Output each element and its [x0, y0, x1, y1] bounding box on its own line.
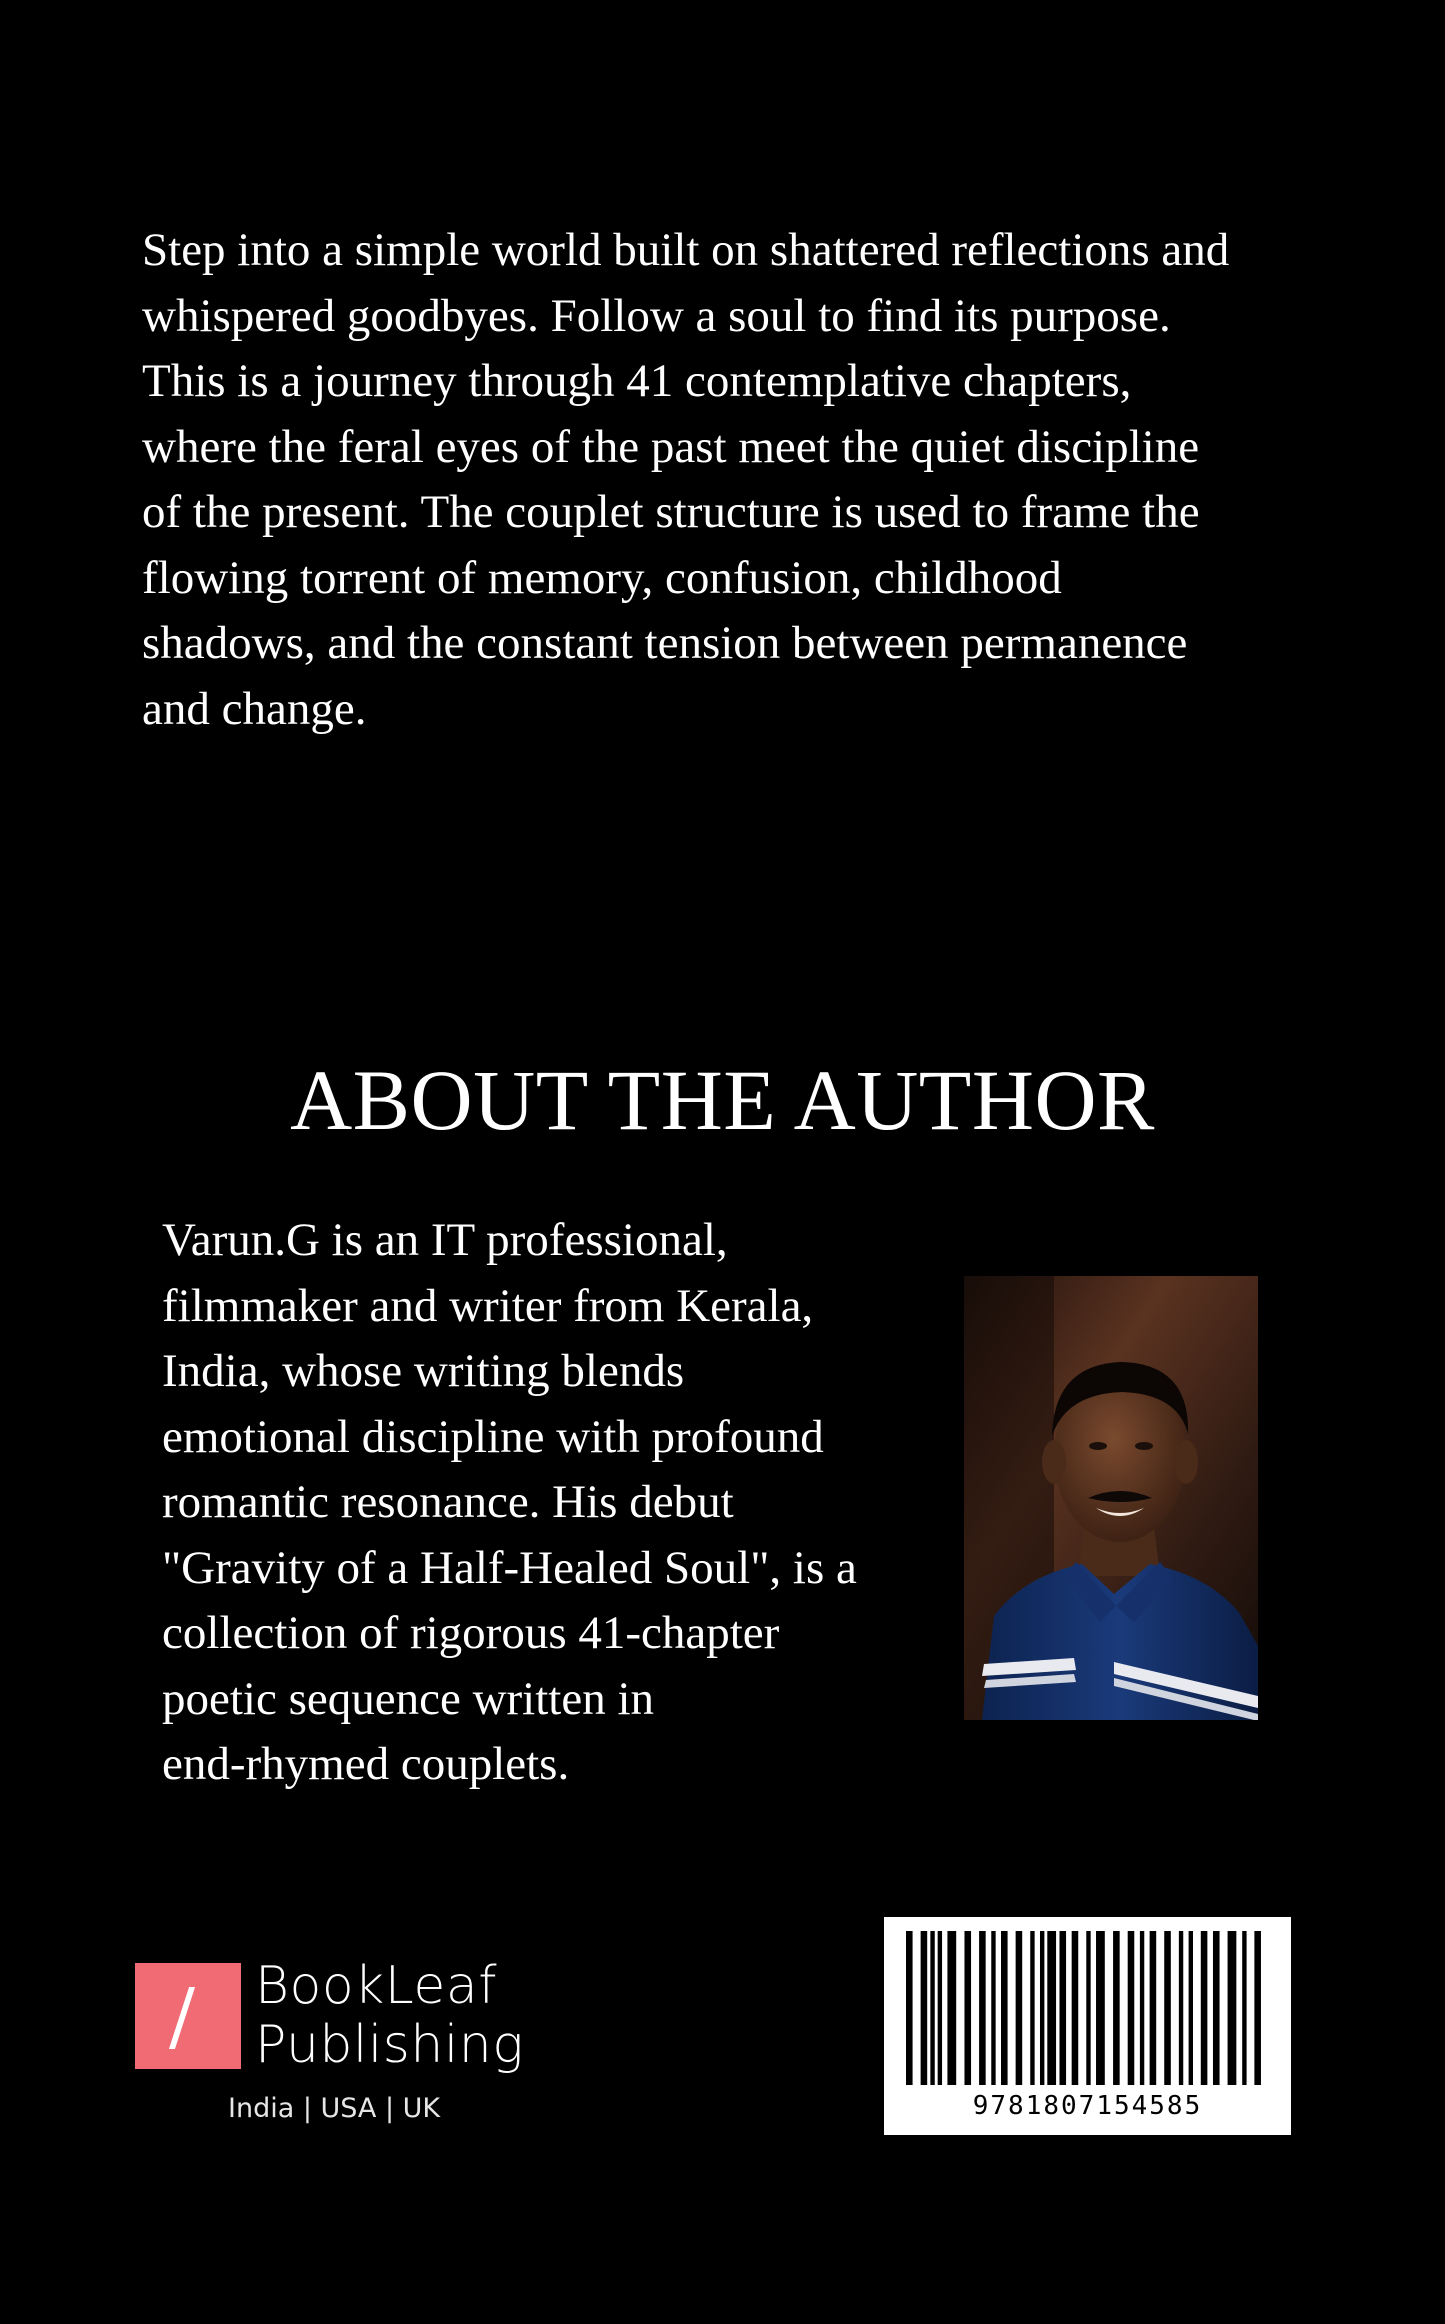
barcode-bar: [1242, 1931, 1246, 2085]
bio-line: collection of rigorous 41-chapter: [162, 1607, 780, 1659]
barcode-bar: [1150, 1931, 1157, 2085]
blurb-line: Step into a simple world built on shattered reflections and: [142, 224, 1230, 276]
barcode-bar: [938, 1931, 942, 2085]
barcode-bar: [964, 1931, 971, 2085]
barcode-bar: [1030, 1931, 1034, 2085]
barcode-bar: [947, 1931, 956, 2085]
bio-line: filmmaker and writer from Kerala,: [162, 1279, 814, 1332]
barcode-bar: [1096, 1931, 1105, 2085]
barcode-bar: [921, 1931, 928, 2085]
barcode-bar: [1228, 1931, 1237, 2085]
barcode-bar: [1128, 1931, 1135, 2085]
barcode-bar: [1001, 1931, 1008, 2085]
publisher-name-line: BookLeaf: [255, 1956, 498, 2016]
blurb-line: shadows, and the constant tension between permanence: [142, 617, 1188, 669]
bio-line: end-rhymed couplets.: [162, 1738, 570, 1790]
blurb-line: flowing torrent of memory, confusion, childhood: [142, 551, 1062, 604]
blurb-line: and change.: [142, 682, 367, 735]
barcode-bar: [1086, 1931, 1090, 2085]
blurb-line: where the feral eyes of the past meet the quiet discipline: [142, 420, 1200, 473]
blurb-line: of the present. The couplet structure is used to frame the: [142, 486, 1200, 538]
barcode-bar: [1179, 1931, 1183, 2085]
author-photo: [964, 1276, 1258, 1720]
barcode-bar: [1164, 1931, 1171, 2085]
barcode-bar: [906, 1931, 913, 2085]
blurb-line: whispered goodbyes. Follow a soul to find its purpose.: [142, 289, 1171, 342]
bio-line: romantic resonance. His debut: [162, 1476, 734, 1528]
barcode-bar: [979, 1931, 986, 2085]
barcode-bar: [1213, 1931, 1220, 2085]
barcode-bar: [991, 1931, 995, 2085]
barcode-bar: [1059, 1931, 1066, 2085]
barcode-bar: [1201, 1931, 1208, 2085]
bio-line: poetic sequence written in: [162, 1672, 655, 1725]
isbn-barcode: [884, 1917, 1291, 2135]
barcode-bar: [1047, 1931, 1056, 2085]
barcode-bar: [930, 1931, 934, 2085]
barcode-bar: [1189, 1931, 1193, 2085]
book-blurb: [142, 218, 1332, 742]
barcode-bar: [1016, 1931, 1023, 2085]
barcode-bar: [1254, 1931, 1261, 2085]
isbn-number: 9781807154585: [972, 2091, 1203, 2121]
barcode-bar: [1040, 1931, 1044, 2085]
about-author-heading: ABOUT THE AUTHOR: [290, 1052, 1155, 1148]
barcode-bar: [1072, 1931, 1079, 2085]
bio-line: India, whose writing blends: [162, 1345, 685, 1397]
publisher-block: [135, 1956, 555, 2133]
author-bio: [162, 1208, 922, 1798]
publisher-name-line: Publishing: [255, 2015, 524, 2075]
blurb-line: This is a journey through 41 contemplative chapters,: [142, 355, 1132, 407]
publisher-regions: India | USA | UK: [228, 2093, 441, 2124]
barcode-bar: [1140, 1931, 1144, 2085]
bio-line: Varun.G is an IT professional,: [162, 1214, 728, 1266]
bio-line: emotional discipline with profound: [162, 1410, 824, 1463]
publisher-name: [255, 1957, 524, 2075]
bio-line: "Gravity of a Half-Healed Soul", is a: [162, 1541, 857, 1594]
barcode-bar: [1113, 1931, 1120, 2085]
slash-logo-icon: [135, 1963, 241, 2069]
